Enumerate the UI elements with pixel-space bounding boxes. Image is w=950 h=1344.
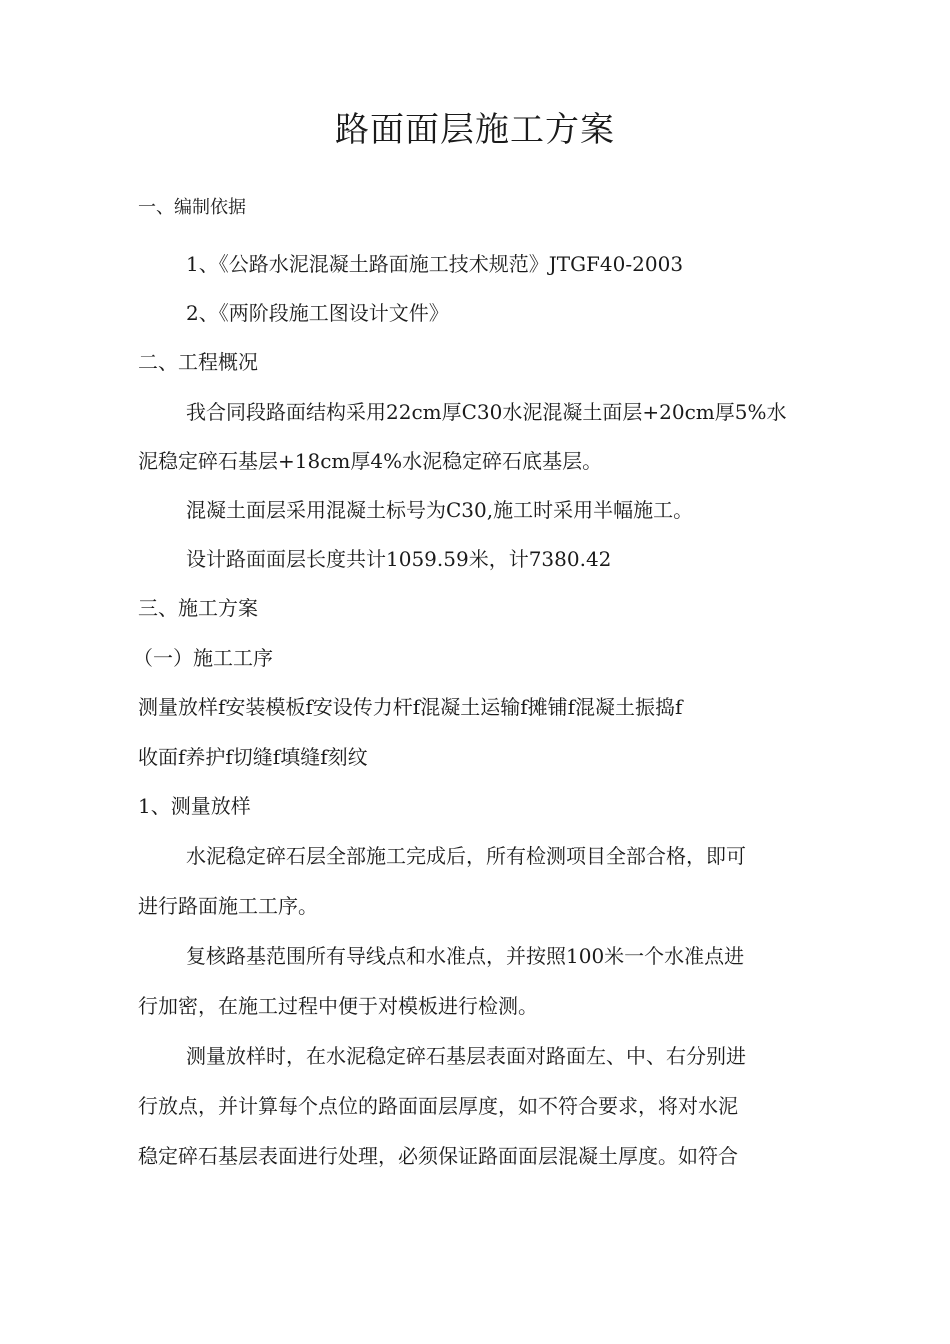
reference-item-2: 2、《两阶段施工图设计文件》 [186,301,449,325]
section-heading-plan: 三、施工方案 [138,596,258,620]
paragraph-line: 稳定碎石基层表面进行处理，必须保证路面面层混凝土厚度。如符合 [138,1144,738,1168]
paragraph-line: 行放点，并计算每个点位的路面面层厚度，如不符合要求，将对水泥 [138,1094,738,1118]
subsection-heading-procedure: （一）施工工序 [133,646,273,670]
paragraph-line: 混凝土面层采用混凝土标号为C30,施工时采用半幅施工。 [186,498,694,522]
paragraph-line: 泥稳定碎石基层+18cm厚4%水泥稳定碎石底基层。 [138,449,603,473]
paragraph-line: 测量放样时，在水泥稳定碎石基层表面对路面左、中、右分别进 [186,1044,746,1068]
section-heading-basis: 一、编制依据 [138,197,246,218]
page-title: 路面面层施工方案 [335,110,615,150]
reference-item-1: 1、《公路水泥混凝土路面施工技术规范》JTGF40-2003 [186,252,684,276]
paragraph-line: 进行路面施工工序。 [138,894,318,918]
section-heading-overview: 二、工程概况 [138,350,258,374]
paragraph-line: 复核路基范围所有导线点和水准点，并按照100米一个水准点进 [186,944,745,968]
paragraph-line: 我合同段路面结构采用22cm厚C30水泥混凝土面层+20cm厚5%水 [186,400,787,424]
paragraph-line: 行加密，在施工过程中便于对模板进行检测。 [138,994,538,1018]
subsection-heading-survey: 1、测量放样 [138,794,251,818]
paragraph-line: 测量放样f安装模板f安设传力杆f混凝土运输f摊铺f混凝土振捣f [138,695,683,719]
paragraph-line: 水泥稳定碎石层全部施工完成后，所有检测项目全部合格，即可 [186,844,746,868]
paragraph-line: 设计路面面层长度共计1059.59米，计7380.42 [186,547,612,571]
paragraph-line: 收面f养护f切缝f填缝f刻纹 [138,745,368,769]
